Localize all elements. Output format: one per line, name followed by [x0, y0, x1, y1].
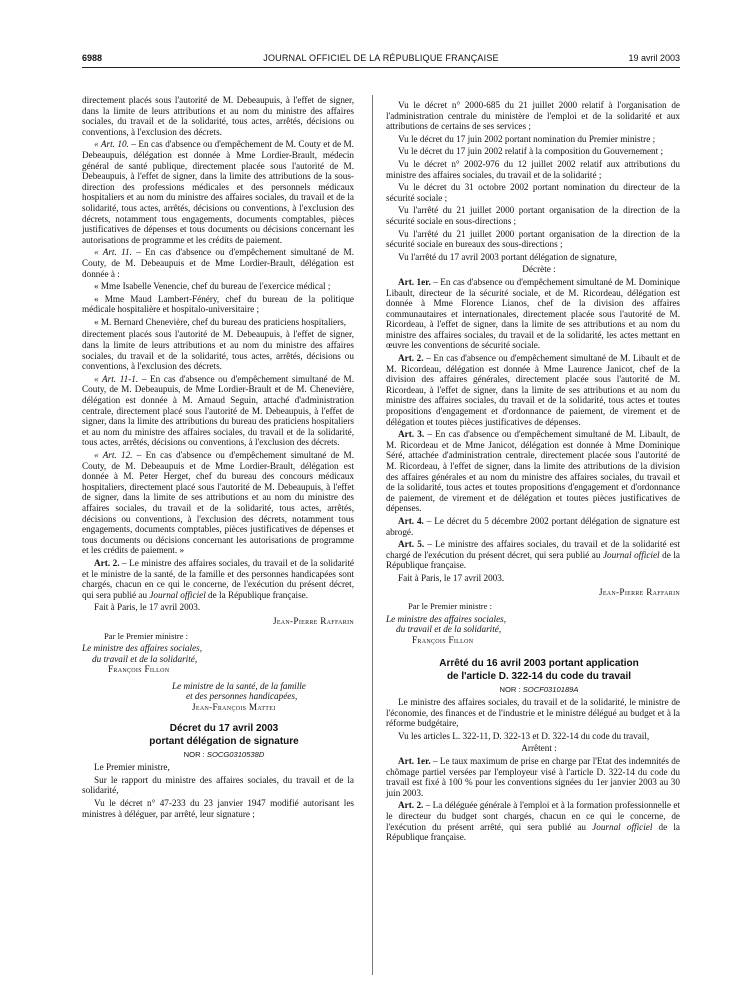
- article-1: [386, 756, 680, 798]
- article-label: « Art. 11.: [94, 247, 132, 258]
- minister-title: Le ministre des affaires sociales,: [82, 643, 203, 654]
- list-item: « Mme Isabelle Venencie, chef du bureau de l'exercice médical ;: [94, 281, 331, 292]
- article-10: [82, 139, 354, 245]
- article-2: [82, 558, 354, 600]
- visa: Vu le décret n° 2000-685 du 21 juillet 2000 relatif à l'organisation de l'administration centrale du ministère de l'emploi et de la solidarité et aux attributions de certains de ses services ;: [386, 100, 680, 132]
- article-text: – En cas d'absence ou d'empêchement de M. Couty et de M. Debeaupuis, délégation est donnée à Mme Lordier-Brault, médecin général de santé publique, directement placée sous l'autorité de M. Debeaupuis, à l'effet de signer, dans la limite des attributions de la sous-direction des professions médicales et des personnels médicaux hospitaliers et au nom du ministre des affaires sociales, du travail et de la solidarité, tous actes, arrêtés, décisions ou conventions, à l'exclusion des décrets, notamment tous engagements, documents comptables, pièces justificatives de dépenses et tous documents ou décisions concernant les autorisations de programme et les crédits de paiement.: [82, 139, 354, 245]
- minister-title: Le ministre de la santé, de la famille: [172, 680, 306, 691]
- article-label: Art. 3.: [398, 429, 425, 440]
- article-text: – En cas d'absence ou d'empêchement simultané de M. Couty, de M. Debeaupuis et de Mme Lordier-Brault, délégation est donnée à :: [82, 247, 354, 279]
- article-text: – En cas d'absence ou d'empêchement simultané de M. Libault et de M. Ricordeau, délégation est donnée à Mme Laurence Janicot, chef de la division des affaires générales, directement placée sous l'autorité de M. Ricordeau, à l'effet de signer, dans la limite de ses attributions et au nom du ministre des affaires sociales, du travail et de la solidarité, tous actes et toutes propositions d'engagement et d'ordonnance de paiement, de virement et de délégation et toutes pièces justificatives de dépenses.: [386, 353, 680, 427]
- paragraph: directement placés sous l'autorité de M. Debeaupuis, à l'effet de signer, dans la limite de leurs attributions et au nom du ministre des affaires sociales, du travail et de la solidarité, tous actes, arrêtés, décisions ou conventions, à l'exclusion des décrets.: [82, 95, 354, 137]
- paragraph: directement placés sous l'autorité de M. Debeaupuis, à l'effet de signer, dans la limite de leurs attributions et au nom du ministre des affaires sociales, du travail et de la solidarité, tous actes, arrêtés, décisions ou conventions, à l'exclusion des décrets.: [82, 329, 354, 372]
- article-text: – Le ministre des affaires sociales, du travail et de la solidarité et le ministre de la santé, de la famille et des personnes handicapées sont chargés, chacun en ce qui le concerne, de l'exécution du présent décret, qui sera publié au: [82, 557, 355, 600]
- journal-officiel-ref: Journal officiel: [602, 549, 660, 560]
- journal-officiel-ref: Journal officiel: [149, 589, 206, 600]
- decret-title: portant délégation de signature: [149, 736, 299, 748]
- article-2: [386, 800, 680, 842]
- arretent-heading: Arrêtent :: [521, 743, 557, 754]
- visa: Vu les articles L. 322-11, D. 322-13 et D. 322-14 du code du travail,: [398, 730, 650, 741]
- article-text: – En cas d'absence ou d'empêchement simultané de M. Couty, de M. Debeaupuis et de Mme Lordier-Brault, délégation est donnée à M. Peter Herget, chef du bureau des concours médicaux hospitaliers, directement placé sous l'autorité de M. Debeaupuis, à l'effet de signer, dans la limite de ses attributions et au nom du ministre des affaires sociales, du travail et de la solidarité, tous actes, arrêtés, décisions ou conventions, à l'exclusion des décrets, notamment tous engagements, documents comptables, pièces justificatives de dépenses et tous documents ou décisions concernant les autorisations de programme et les crédits de paiement. »: [82, 450, 355, 556]
- nor-code: SOCF0310189A: [522, 684, 579, 694]
- article-text: de la République française.: [386, 821, 680, 843]
- visa: Vu le décret du 31 octobre 2002 portant nomination du directeur de la sécurité sociale ;: [386, 182, 680, 203]
- visa: Vu le décret n° 2002-976 du 12 juillet 2002 relatif aux attributions du ministre des affaires sociales, du travail et de la solidarité ;: [386, 158, 680, 180]
- article-text: de la République française.: [386, 549, 680, 571]
- article-text: – En cas d'absence ou d'empêchement simultané de M. Couty, de M. Debeaupuis, de Mme Lordier-Brault et de M. Chenevière, délégation est donnée à M. Arnaud Seguin, attaché d'administration centrale, directement placé sous l'autorité de M. Debeaupuis, à l'effet de signer, dans la limite des attributions du bureau des praticiens hospitaliers et au nom du ministre des affaires sociales, du travail et de la solidarité, tous actes, arrêtés, décisions ou conventions, à l'exclusion des décrets.: [82, 373, 355, 448]
- column-divider: [372, 95, 373, 975]
- par-premier-ministre: Par le Premier ministre :: [408, 601, 493, 612]
- article-label: Art. 5.: [398, 539, 425, 550]
- article-11: [82, 247, 354, 279]
- visa: Vu l'arrêté du 21 juillet 2000 portant organisation de la direction de la sécurité sociale en bureaux des sous-directions ;: [386, 228, 680, 250]
- decrete-heading: Décrète :: [522, 264, 556, 275]
- visa: Vu le décret du 17 juin 2002 relatif à la composition du Gouvernement ;: [398, 146, 664, 157]
- issue-date: 19 avril 2003: [628, 53, 680, 63]
- article-12: [82, 450, 354, 556]
- minister-name: François Fillon: [412, 634, 474, 645]
- paragraph: Sur le rapport du ministre des affaires sociales, du travail et de la solidarité,: [82, 774, 354, 796]
- article-text: – En cas d'absence ou d'empêchement simultané de M. Libault, de M. Ricordeau et de Mme Janicot, délégation est donnée à Mme Dominique Séré, attachée d'administration centrale, directement placée sous l'autorité de M. Ricordeau, à l'effet de signer, dans la limite des attributions de la division des affaires générales et au nom du ministre des affaires sociales, du travail et de la solidarité, tous actes et toutes propositions d'engagement et d'ordonnance de paiement, de virement et de délégation et toutes pièces justificatives de dépenses.: [386, 429, 681, 514]
- paragraph: Vu le décret n° 47-233 du 23 janvier 1947 modifié autorisant les ministres à déléguer, par arrêté, leur signature ;: [82, 798, 354, 819]
- article-label: Art. 2.: [94, 557, 120, 568]
- nor-label: NOR :: [183, 749, 207, 759]
- minister-name: Jean-François Mattei: [192, 702, 276, 713]
- article-label: Art. 2.: [398, 353, 424, 364]
- minister-title: du travail et de la solidarité,: [92, 653, 198, 664]
- article-label: « Art. 10.: [94, 139, 129, 150]
- nor-reference: [82, 750, 354, 761]
- signatory-name: Jean-Pierre Raffarin: [598, 586, 680, 597]
- nor-reference: [386, 685, 680, 696]
- par-premier-ministre: Par le Premier ministre :: [104, 630, 189, 641]
- arrete-title: Arrêté du 16 avril 2003 portant application: [439, 657, 639, 669]
- article-11-1: [82, 374, 354, 448]
- visa: Vu l'arrêté du 21 juillet 2000 portant organisation de la direction de la sécurité sociale en sous-directions ;: [386, 205, 680, 226]
- article-text: de la République française.: [205, 589, 309, 600]
- nor-code: SOCG0310538D: [206, 749, 265, 759]
- article-4: [386, 516, 680, 537]
- minister-title: du travail et de la solidarité,: [396, 624, 502, 635]
- minister-title: et des personnes handicapées,: [186, 691, 298, 702]
- journal-title: JOURNAL OFFICIEL DE LA RÉPUBLIQUE FRANÇAISE: [263, 53, 499, 63]
- article-text: – Le décret du 5 décembre 2002 portant délégation de signature est abrogé.: [386, 515, 680, 537]
- article-text: – Le taux maximum de prise en charge par l'Etat des indemnités de chômage partiel versées par l'employeur visé à l'article D. 322-14 du code du travail est fixé à 100 % pour les conventions signées du 1er janvier 2003 au 30 juin 2003.: [386, 756, 680, 798]
- article-label: « Art. 11-1.: [94, 373, 139, 384]
- paragraph: Le ministre des affaires sociales, du travail et de la solidarité, le ministre de l'économie, des finances et de l'industrie et le ministre délégué au budget et à la réforme budgétaire,: [386, 697, 680, 729]
- minister-name: François Fillon: [108, 664, 170, 675]
- page-header: [82, 53, 680, 67]
- decret-title: Décret du 17 avril 2003: [169, 722, 279, 734]
- article-2: [386, 353, 680, 427]
- journal-officiel-ref: Journal officiel: [592, 821, 653, 832]
- nor-label: NOR :: [499, 684, 523, 694]
- article-label: Art. 4.: [398, 515, 424, 526]
- fait-a-paris: Fait à Paris, le 17 avril 2003.: [94, 602, 201, 613]
- right-column: [386, 100, 680, 845]
- minister-title: Le ministre des affaires sociales,: [386, 613, 507, 624]
- article-text: – La déléguée générale à l'emploi et à la formation professionnelle et le directeur du budget sont chargés, chacun en ce qui le concerne, de l'exécution du présent arrêté, qui sera publié au: [386, 800, 681, 832]
- paragraph: Le Premier ministre,: [94, 762, 170, 773]
- list-item: « M. Bernard Chenevière, chef du bureau des praticiens hospitaliers,: [94, 316, 347, 327]
- visa: Vu le décret du 17 juin 2002 portant nomination du Premier ministre ;: [398, 133, 656, 144]
- article-5: [386, 539, 680, 571]
- article-label: Art. 2.: [398, 800, 424, 811]
- article-text: – En cas d'absence ou d'empêchement simultané de M. Dominique Libault, directeur de la sécurité sociale, et de M. Ricordeau, délégation est donnée à Mme Florence Lianos, chef de la division des affaires communautaires et internationales, directement placée sous l'autorité de M. Ricordeau, à l'effet de signer, dans la limite de ses attributions et au nom du ministre des affaires sociales, du travail et de la solidarité, les actes mettant en œuvre les conventions de sécurité sociale.: [386, 276, 680, 351]
- article-label: « Art. 12.: [94, 450, 133, 460]
- article-label: Art. 1er.: [398, 756, 431, 767]
- fait-a-paris: Fait à Paris, le 17 avril 2003.: [398, 572, 505, 583]
- signatory-name: Jean-Pierre Raffarin: [272, 615, 354, 626]
- article-1: [386, 277, 680, 351]
- article-label: Art. 1er.: [398, 276, 431, 287]
- visa: Vu l'arrêté du 17 avril 2003 portant délégation de signature,: [398, 251, 617, 262]
- article-3: [386, 429, 680, 514]
- left-column: [82, 95, 354, 821]
- list-item: « Mme Maud Lambert-Fénéry, chef du bureau de la politique médicale hospitalière et hospitalo-universitaire ;: [82, 293, 354, 315]
- arrete-title: de l'article D. 322-14 du code du travail: [446, 671, 632, 682]
- header-rule: [82, 67, 680, 68]
- page-number: 6988: [82, 53, 103, 63]
- article-text: – Le ministre des affaires sociales, du travail et de la solidarité est chargé de l'exécution du présent décret, qui sera publié au: [386, 539, 680, 560]
